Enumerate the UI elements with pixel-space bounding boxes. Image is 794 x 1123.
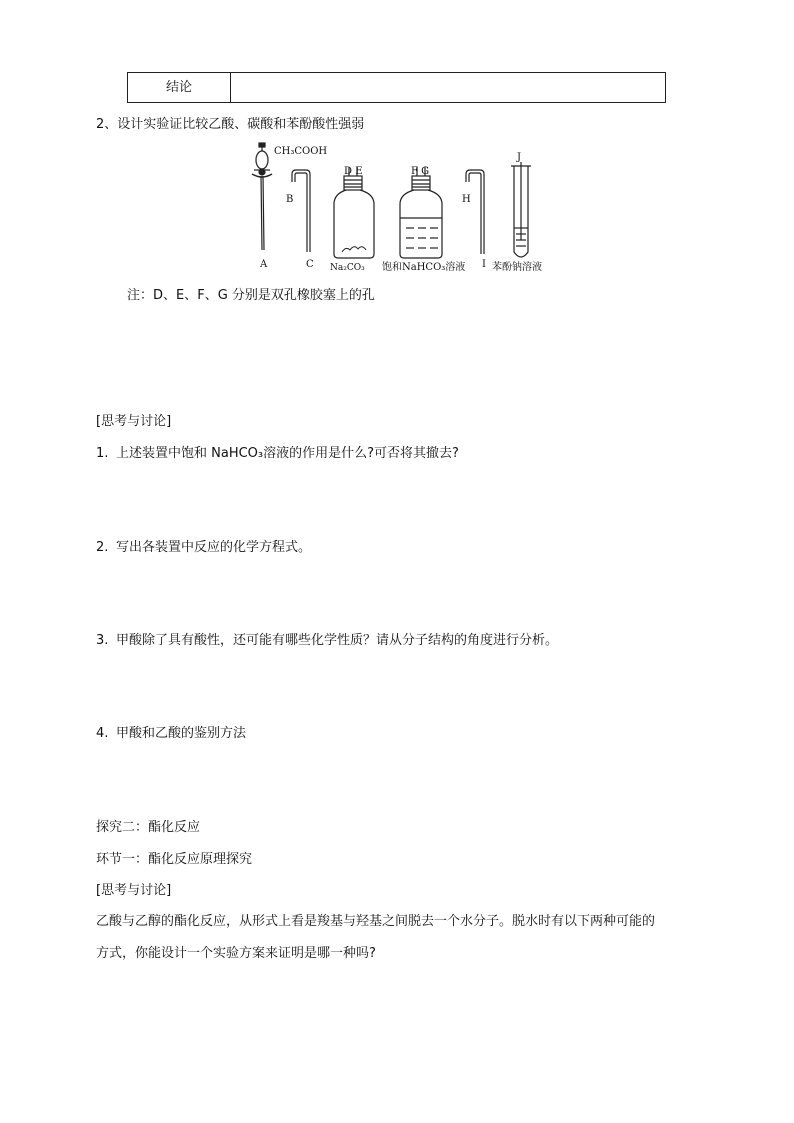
question-number: 3. [96, 633, 109, 648]
question-text: 写出各装置中反应的化学方程式。 [116, 540, 312, 555]
funnel-a [252, 143, 272, 250]
label-a: A [260, 259, 268, 270]
section2-title: 2、设计实验证比较乙酸、碳酸和苯酚酸性强弱 [96, 117, 365, 132]
bottle-1 [334, 167, 374, 258]
question-number: 2. [96, 540, 109, 555]
reagent-label: CH₃COOH [274, 146, 328, 157]
label-h: H [462, 194, 471, 205]
question-1 [96, 442, 459, 461]
label-j: J [517, 152, 522, 163]
bottle2-label: 饱和NaHCO₃溶液 [382, 262, 466, 273]
conclusion-label: 结论 [128, 73, 231, 102]
bottle1-label: Na₂CO₃ [330, 263, 365, 273]
label-i: I [482, 259, 486, 270]
question-3 [96, 629, 558, 648]
bottle-2 [400, 167, 442, 258]
label-de: D E [344, 166, 363, 177]
question-text: 上述装置中饱和 NaHCO₃溶液的作用是什么?可否将其撤去? [116, 446, 459, 461]
paragraph-line-1: 乙酸与乙醇的酯化反应，从形式上看是羧基与羟基之间脱去一个水分子。脱水时有以下两种可能的 [96, 914, 656, 929]
question-4 [96, 722, 246, 741]
question-text: 甲酸除了具有酸性，还可能有哪些化学性质？请从分子结构的角度进行分析。 [116, 633, 559, 648]
label-fg: F G [411, 166, 430, 177]
discussion-heading-2: [思考与讨论] [96, 883, 172, 898]
conclusion-table [127, 72, 666, 103]
question-text: 甲酸和乙酸的鉴别方法 [116, 726, 247, 741]
step-1-heading: 环节一：酯化反应原理探究 [96, 852, 253, 867]
apparatus-figure [240, 140, 560, 280]
tube-label: 苯酚钠溶液 [492, 262, 542, 273]
label-b: B [286, 194, 294, 205]
question-2 [96, 536, 311, 555]
label-c: C [306, 259, 314, 270]
paragraph-line-2: 方式，你能设计一个实验方案来证明是哪一种吗? [96, 946, 376, 961]
explore-2-heading: 探究二：酯化反应 [96, 820, 201, 835]
figure-note: 注：D、E、F、G 分别是双孔橡胶塞上的孔 [127, 288, 375, 303]
question-number: 1. [96, 446, 109, 461]
tube-bc [292, 170, 310, 252]
question-number: 4. [96, 726, 109, 741]
test-tube-j [511, 162, 531, 257]
tube-hi [466, 170, 484, 254]
discussion-heading: [思考与讨论] [96, 414, 172, 429]
